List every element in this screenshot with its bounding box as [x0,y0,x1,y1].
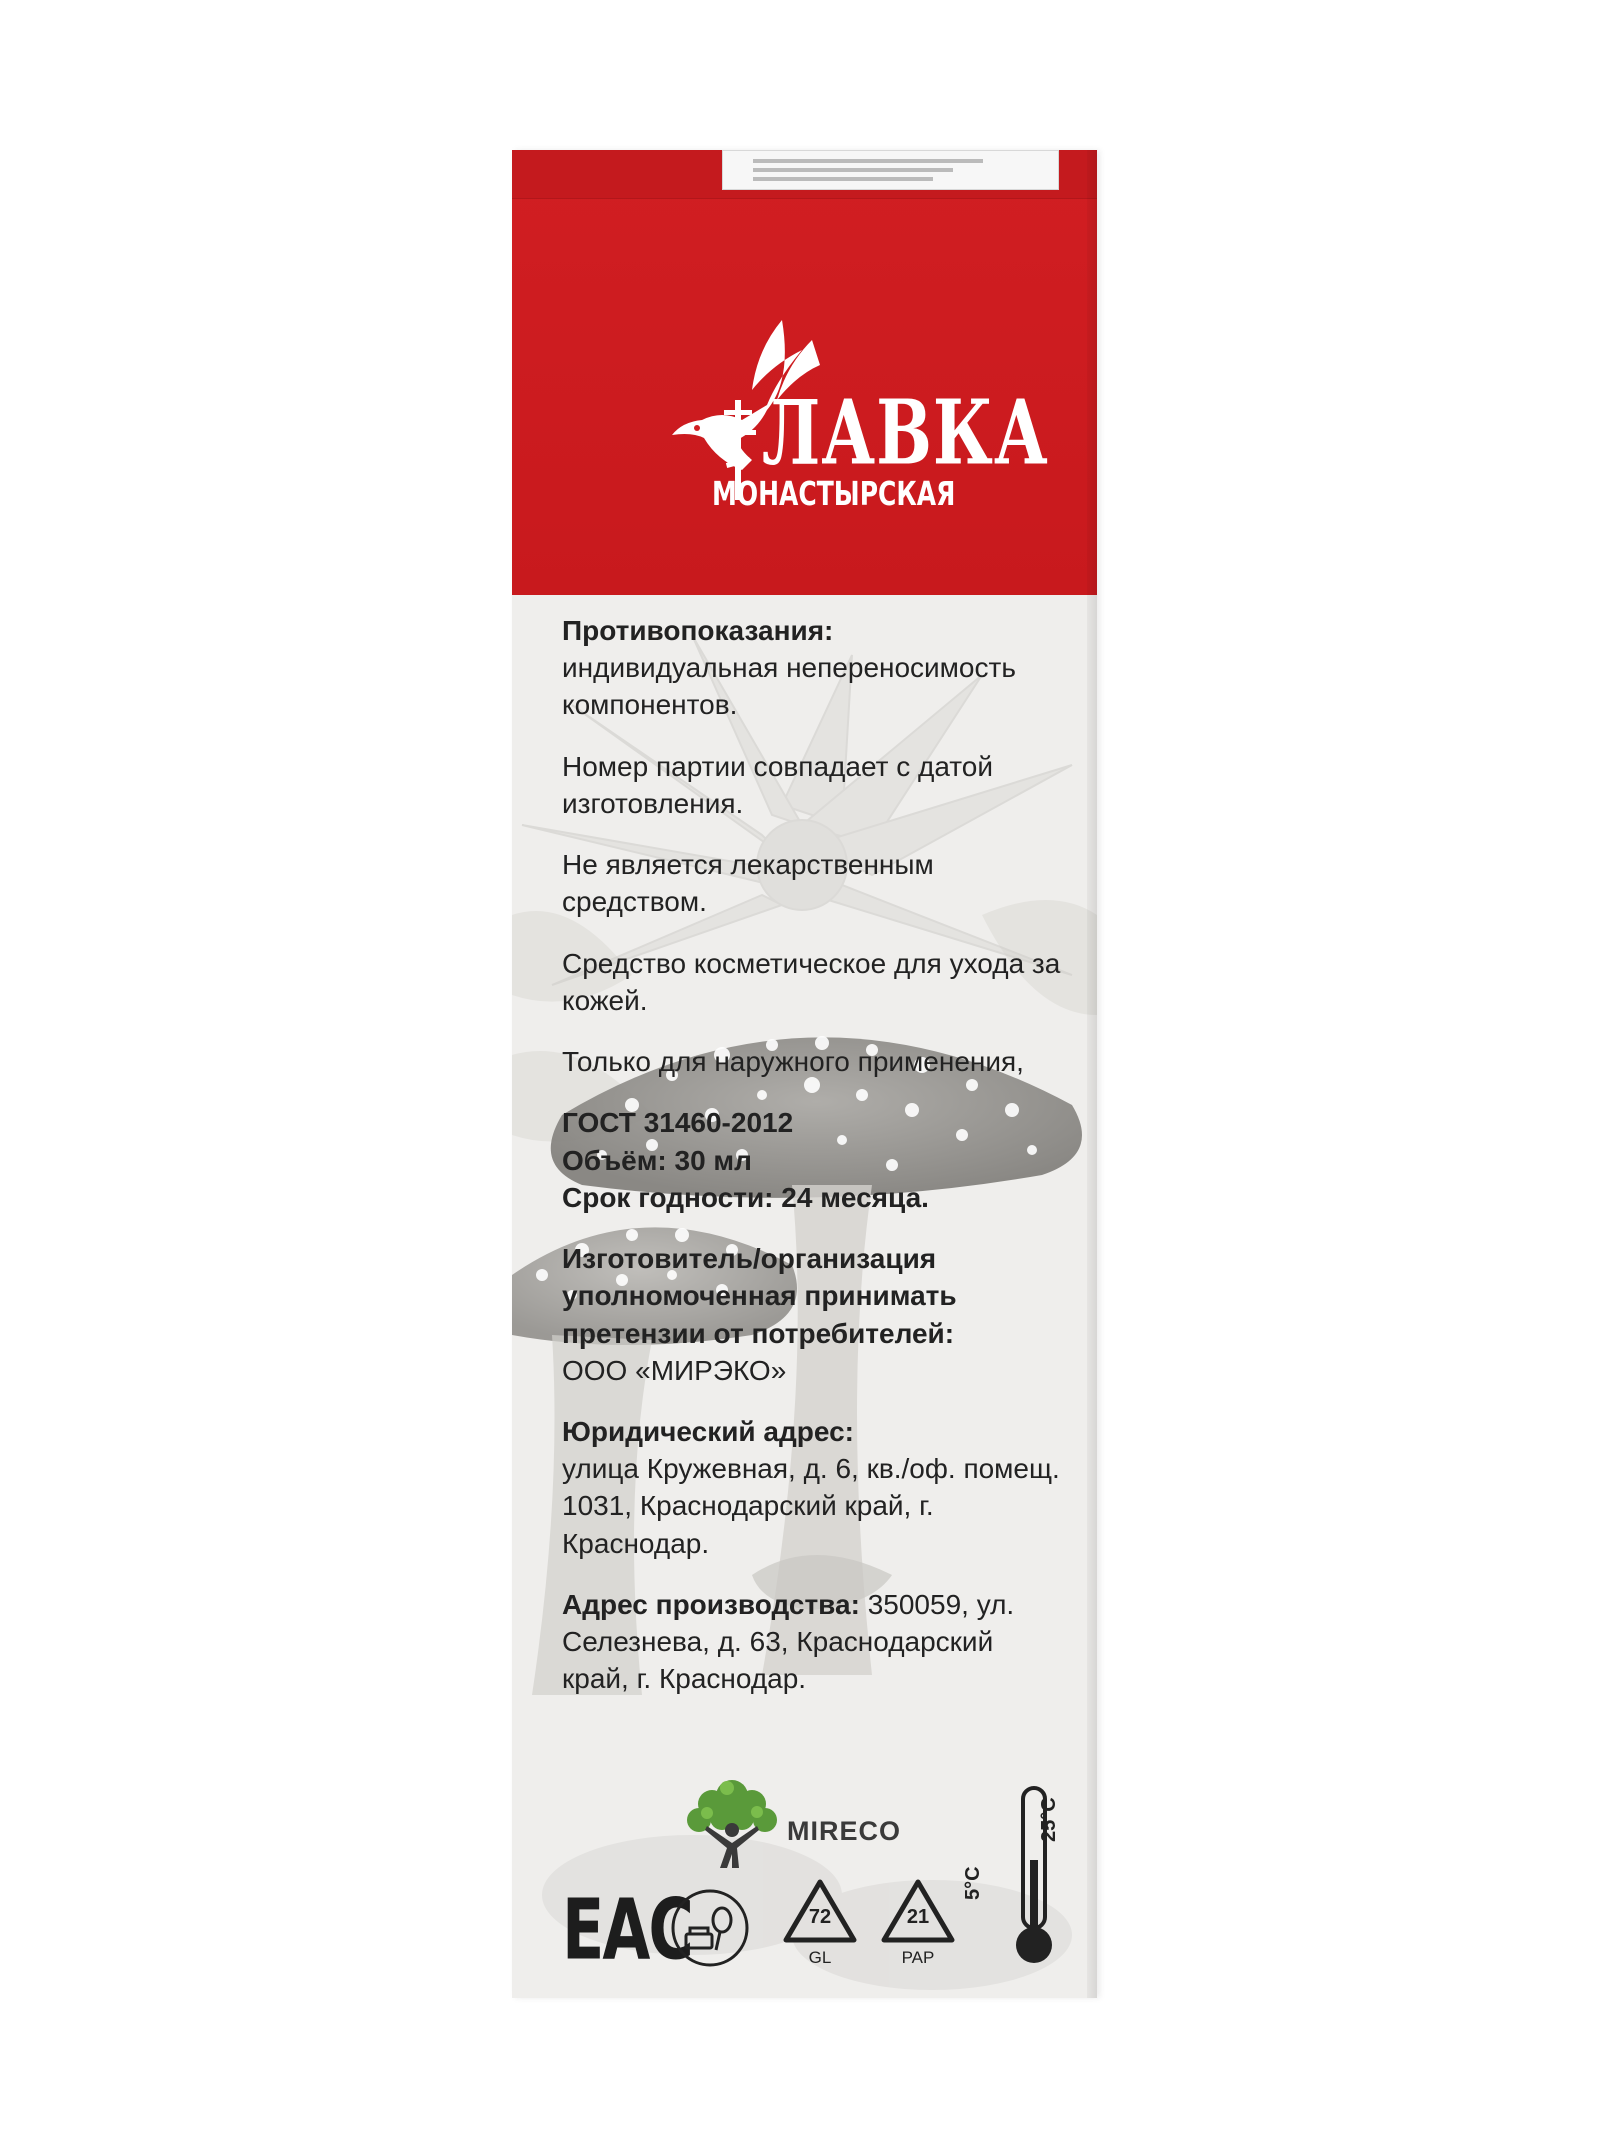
box-side-shadow [1087,150,1097,1998]
shelf-life: Срок годности: 24 месяца. [562,1181,929,1213]
recycle-2-label: PAP [901,1948,935,1967]
logo-main-text: ЛАВКА [762,380,1049,486]
external-use-note: Только для наружного применения, [562,1046,1024,1078]
contraindications-text: индивидуальная непереносимость компонентов. [562,652,1016,721]
recycle-glass-icon [782,1878,858,1978]
batch-sticker [722,150,1059,190]
legal-address [562,1413,1062,1562]
gost: ГОСТ 31460-2012 [562,1107,794,1139]
eac-mark: ЕАС [562,1880,692,1979]
contraindications [562,612,1062,724]
production-address-label: Адрес производства: [562,1588,860,1620]
temp-min: 5°C [962,1866,984,1900]
storage-temperature-mark [962,1780,1070,1980]
recycle-paper-icon [880,1878,956,1978]
batch-note: Номер партии совпадает с датой изготовления. [562,750,993,819]
production-address [562,1586,1062,1698]
recycle-2-code: 21 [906,1906,930,1928]
temp-max: 25°C [1038,1797,1060,1842]
legal-address-label: Юридический адрес: [562,1415,854,1447]
cosmetic-jar-mirror-icon [670,1888,750,1968]
logo-sub-text: МОНАСТЫРСКАЯ [712,475,956,513]
product-box [512,150,1097,1998]
info-text [562,612,1062,1722]
red-header-band [512,150,1097,595]
brand-logo [662,310,1049,513]
manufacturer-label: Изготовитель/организация уполномоченная принимать претензии от потребителей: [562,1243,957,1349]
cosmetic-note: Средство косметическое для ухода за кожей. [562,947,1061,1016]
legal-address-text: улица Кружевная, д. 6, кв./оф. помещ. 1031, Краснодарский край, г. Краснодар. [562,1453,1060,1559]
production-address-text: 350059, ул. Селезнева, д. 63, Краснодарский край, г. Краснодар. [562,1588,1015,1695]
manufacturer-name: ООО «МИРЭКО» [562,1354,787,1386]
not-medicine-note: Не является лекарственным средством. [562,849,934,918]
specs [562,1104,1062,1216]
recycle-1-label: GL [808,1948,832,1967]
mireco-wordmark: MIRECO [787,1816,901,1846]
volume: Объём: 30 мл [562,1144,752,1176]
manufacturer [562,1240,1062,1389]
contraindications-label: Противопоказания: [562,615,834,646]
recycle-1-code: 72 [808,1906,832,1928]
